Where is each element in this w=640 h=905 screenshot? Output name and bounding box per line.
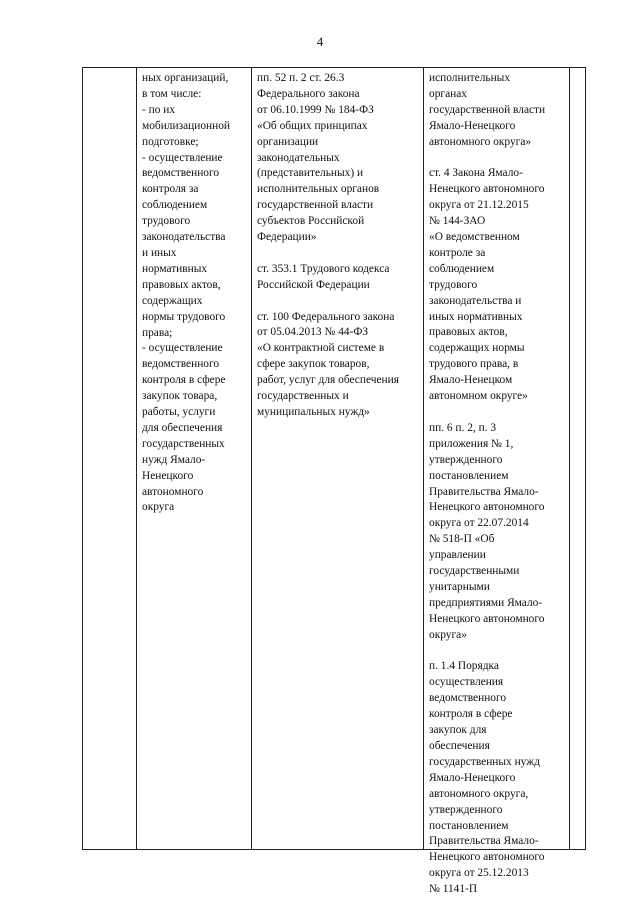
reference-line: № 144-ЗАО (429, 215, 486, 228)
reference-line: Федерального закона (257, 87, 360, 100)
duty-line: контроля в сфере (142, 374, 226, 387)
reference-line: округа от 25.12.2013 (429, 867, 529, 880)
reference-line: приложения № 1, (429, 437, 514, 450)
reference-line: муниципальных нужд» (257, 406, 370, 418)
cell-federal-legal-basis (257, 71, 399, 421)
duty-line: работы, услуги (142, 406, 216, 419)
duty-line: - осуществление (142, 342, 223, 355)
reference-line: Ненецкого автономного (429, 851, 545, 864)
duty-line: нормативных (142, 262, 208, 275)
reference-line: пп. 52 п. 2 ст. 26.3 (257, 72, 345, 84)
reference-line: Ненецкого автономного (429, 501, 545, 514)
reference-line: ведомственного (429, 692, 507, 705)
duty-line: ных организаций, (142, 72, 229, 84)
reference-line: обеспечения (429, 740, 490, 753)
reference-line: государственной власти (429, 103, 546, 116)
legal-table (82, 67, 586, 896)
reference-line: исполнительных (429, 72, 511, 84)
reference-line: контроле за (429, 246, 486, 259)
legal-reference (257, 310, 399, 421)
reference-line: содержащих нормы (429, 342, 525, 355)
duty-line: контроля за (142, 183, 199, 196)
reference-line: унитарными (429, 580, 490, 593)
duty-line: нормы трудового (142, 310, 226, 323)
reference-line: «О ведомственном (429, 231, 520, 244)
reference-line: иных нормативных (429, 310, 523, 323)
reference-line: утвержденного (429, 453, 503, 466)
legal-reference (429, 421, 545, 644)
reference-line: Правительства Ямало- (429, 485, 539, 498)
reference-line: «О контрактной системе в (257, 342, 385, 355)
duty-line: государственных (142, 437, 225, 450)
reference-line: законодательства и (429, 294, 522, 307)
duty-line: мобилизационной (142, 119, 230, 132)
duty-line: округа (142, 501, 175, 514)
reference-line: Ямало-Ненецкого (429, 771, 516, 784)
legal-reference (257, 262, 399, 294)
duty-line: права; (142, 326, 173, 339)
reference-line: организации (257, 135, 319, 148)
reference-line: округа» (429, 628, 467, 641)
legal-reference (257, 71, 399, 246)
reference-line: от 06.10.1999 № 184-ФЗ (257, 103, 374, 116)
column-divider (423, 68, 424, 849)
legal-reference (429, 166, 545, 405)
duty-line: трудового (142, 215, 191, 228)
duty-line: законодательства (142, 231, 226, 244)
reference-line: исполнительных органов (257, 183, 380, 196)
duty-line: подготовке; (142, 135, 199, 148)
reference-line: государственной власти (257, 199, 374, 212)
reference-line: работ, услуг для обеспечения (257, 374, 399, 387)
cell-regional-legal-basis (429, 71, 545, 898)
reference-line: осуществления (429, 676, 504, 689)
reference-line: ст. 100 Федерального закона (257, 310, 395, 323)
reference-line: автономном округе» (429, 390, 528, 403)
duty-line: соблюдением (142, 199, 208, 212)
duty-line: Ненецкого (142, 469, 194, 482)
duty-line: автономного (142, 485, 204, 498)
reference-line: от 05.04.2013 № 44-ФЗ (257, 326, 369, 339)
reference-line: государственных нужд (429, 755, 540, 768)
column-divider (136, 68, 137, 849)
reference-line: управлении (429, 549, 486, 562)
reference-line: № 1141-П (429, 883, 478, 896)
reference-line: округа от 21.12.2015 (429, 199, 529, 212)
legal-reference (429, 659, 545, 898)
reference-line: предприятиями Ямало- (429, 596, 543, 609)
reference-line: трудового права, в (429, 358, 519, 371)
reference-line: государственных и (257, 390, 349, 403)
reference-line: автономного округа» (429, 135, 532, 148)
duty-line: для обеспечения (142, 421, 223, 434)
reference-line: законодательных (257, 151, 340, 164)
duty-line: ведомственного (142, 167, 220, 180)
reference-line: п. 1.4 Порядка (429, 660, 499, 673)
reference-line: Ненецкого автономного (429, 183, 545, 196)
duty-line: ведомственного (142, 358, 220, 371)
legal-reference (429, 71, 545, 151)
reference-line: Российской Федерации (257, 278, 370, 291)
reference-line: Правительства Ямало- (429, 835, 539, 848)
reference-line: (представительных) и (257, 167, 364, 180)
reference-line: Ненецкого автономного (429, 612, 545, 625)
duty-line: - осуществление (142, 151, 223, 164)
cell-duties (142, 71, 230, 516)
reference-line: Федерации» (257, 231, 317, 244)
duty-line: закупок товара, (142, 390, 218, 403)
reference-line: постановлением (429, 819, 509, 832)
duty-line: в том числе: (142, 87, 202, 100)
reference-line: постановлением (429, 469, 509, 482)
duty-line: и иных (142, 246, 177, 259)
reference-line: сфере закупок товаров, (257, 358, 370, 371)
duty-line: нужд Ямало- (142, 453, 206, 466)
reference-line: «Об общих принципах (257, 119, 368, 132)
reference-line: государственными (429, 565, 520, 578)
reference-line: ст. 4 Закона Ямало- (429, 167, 523, 180)
reference-line: субъектов Российской (257, 215, 365, 228)
reference-line: закупок для (429, 724, 487, 737)
reference-line: Ямало-Ненецкого (429, 119, 516, 132)
reference-line: № 518-П «Об (429, 533, 495, 546)
column-divider (251, 68, 252, 849)
duty-line: правовых актов, (142, 278, 221, 291)
reference-line: автономного округа, (429, 787, 529, 800)
reference-line: Ямало-Ненецком (429, 374, 513, 387)
reference-line: округа от 22.07.2014 (429, 517, 529, 530)
column-divider (569, 68, 570, 849)
reference-line: органах (429, 87, 467, 100)
page-number: 4 (316, 34, 324, 49)
reference-line: контроля в сфере (429, 708, 513, 721)
reference-line: правовых актов, (429, 326, 508, 339)
reference-line: соблюдением (429, 262, 495, 275)
reference-line: трудового (429, 278, 478, 291)
reference-line: пп. 6 п. 2, п. 3 (429, 421, 497, 434)
reference-line: утвержденного (429, 803, 503, 816)
reference-line: ст. 353.1 Трудового кодекса (257, 262, 390, 275)
duty-line: - по их (142, 103, 176, 116)
duty-line: содержащих (142, 294, 203, 307)
